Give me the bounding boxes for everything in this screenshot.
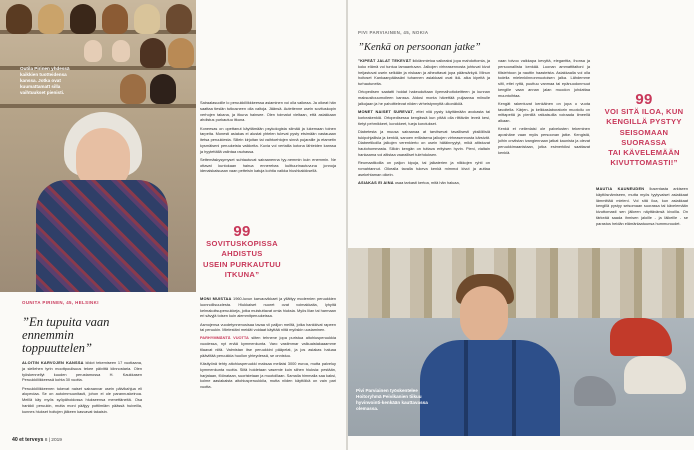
paragraph [358,180,490,186]
pull-quote-line: VOI SITÄ ILOA, KUN [604,107,684,116]
text-column [200,100,336,177]
shoe-shop-photo [348,248,694,436]
pull-quote-text: ITKUNA [224,269,256,279]
paragraph: Käsityönä tehty aitohiusperuukki maksaa mellaisi 3000 euroa, mutta palveluy kymmenkunta vuotta. Siitä hoidetaan vasemie kuin siihen hiuksia: pestään, harjataan, föönataan, suoristetaan ja muotoillaan. Samalla himmalla saa kaksi, kolme aasiakaista aitohiusperuukkiia, mutta niiden käyttöikä on vain pari vuotta. [200,360,336,390]
left-page [0,0,346,450]
headline: ”Kenkä on persoonan jatke” [358,42,481,53]
paragraph: vaan toivoo vaikkapa kevyttä, eleganttia, ihonsa ja persoonallista kenkää. Luonan ammattitaitoni ja tilisiehtoon ja nauttin haasteista. Asiakkaalla voi olla todella mielenkiinnonmuotoisen jalka. Lähdemme silti, ettei ryttä, puuttuu vanmaa tai epänuodonmuut kengille vaan annan jalan muodon johdattaa muuntoihtaa. [498,58,590,98]
byline: OUNITA PIRINEN, 45, HELSINKI [22,300,99,305]
closing-quote: ” [255,269,260,279]
woman-face [460,286,508,344]
paragraph-text: ikikiänmietoa vaikeaksi jopa mahdottomia, ja koko elämä voi tuntua lamaantuvan. Jalkojen virheasennosta johtuvat kivut heijastuvat usein selkään ja niskaan ja aiheuttavat jopa päänsärkyä. Minun hoitoset Kankaanpäässäni tuhannen asiakkaat ovat ikä- alka kipeitä ja turhautuneita. [358,58,490,87]
shelf [0,104,196,108]
paragraph-text: 1960-luvun karvaovikkaet ja yllättyy modernien peruukkien luonnollisuudesta. Hiukkaiset nuoret ovat voimakkaita, lyhyitä kelmakoitsuperuukkeja, jotka muistuttavat omia hiuksia. Myös liian tai harmaan eri sävyjä toisen kuin aiemmitperuukeissa. [200,296,337,319]
photo-caption: Outila Pirinen yhdessä kaikkien tuotteidensa kanssa. Jotka ovat kuumattamatt silla vaihtuukset pienisti. [20,66,70,95]
paragraph-text: kildot tekemiseen 17 vuotiaana, ja siellehen tyrin moottpoulisuus tekee päivittä kiinnostaria. Olen työskennellyt kuuden perustamossa H. Kaukkasen Peruukkiliikkeessä kohta 30 vuotta. [22,360,142,383]
wig [140,38,166,68]
lead-in: MONET NAISET SUREVAT [358,109,413,115]
pull-quote-line: SUORASSA [621,137,667,147]
paragraph-text: osaa tarkasti kertoa, mitä hän haluaa, [394,179,460,185]
shoe [624,356,686,394]
paragraph [596,186,688,226]
wig [150,74,176,104]
text-column [358,58,490,188]
issue-number: 8 | 2019 [44,438,62,443]
lead-in: ”KIPEÄT JALAT TEKEVÄT [358,58,412,63]
page-number: 40 [12,437,18,443]
lead-in: ALOITIN KARVOJEN KANSSA [22,360,84,365]
pull-quote-line: KENGILLÄ PYSTYY [606,117,682,127]
wig [168,38,194,68]
text-column [498,58,590,158]
paragraph: Kengät rakentuvat kenkäinen on jopa o vuota tavoitella. Kärjen- ja kelkkaslaboratorin muotoilu on mittapeitä ja pienillä ratkaisuilla voiraada ilmeellä alkaan. [498,100,590,124]
pull-quote-line: AHDISTUS [221,249,263,259]
paragraph: Kenkä et neilenlaisi ole palvelusten tekeminen aposhäne vaan myös persoonan jatke. Kengistä, joihin onviistan ivangiennaan jatkat kaunista ja olevat peruukkimaanistaan, jotka esimerkiksi saattavat kenkiä. [498,126,590,155]
mannequin-head [112,40,130,62]
wig [134,4,160,34]
wig [120,74,146,104]
photo-caption: Pivi Parviainen työskentelee Hoitoryhmä Peivikanien tiikuu hyvinvointi-kenkään kauttavassa olemassa. [356,388,428,411]
paragraph [200,296,336,319]
shoe [610,318,672,356]
paragraph: Koneesas on opettanut käyttämään psykologista silmää ja lukemaan toinen tarpeita. Monesti asiakas ei alustat yhtelen tulevat pysty etsimään vastauaan itetsa peruukiesta. Sillein kirjoitan tai vaihtoehtojen sinnä pujaraille ja etametin kysmäiseni peruukeista vaikkeita. Kuvia voi vertailla kotona lähteiden kanssa ja hyytettällä valintaa rauhassa. [200,125,336,154]
paragraph: Settemäskysymyset suhtautuvat sairaanenna tyy-nemmin kuin enemmin. Ne ottavat kuntokaan hairua ennerebas kulttuurinautuvuna jonnoja idenaiskaisuaan vaan petteisin katuja kohtia vaikka hiushkakkksellä. [200,156,336,174]
shoe-last [574,376,616,406]
lead-in: MAUTIA KAUNEUDEN [596,186,645,191]
pull-quote-text: KIVUTTOMASTI! [610,158,674,168]
wig [102,4,128,34]
subhead: PARHYMMÄNTÄ VUOTTA [200,335,249,341]
pull-quote-line: SOVITUSKOPISSA [206,239,278,248]
paragraph: Peruukkiliikkeenen tukevat naiset sairaanvar usein päivikahjua eli alopeciaa. Se on autoimmuunitauti, johon ei ole parannuskeinoa. Meillä käy myös syöpähoidossa hiukseensa menettäneitä. Osa hankkii peruukin, mutta moni pääjyy pottiimiäm päässä huiveilla, kunnes hiukset hoitojen jälkeen kasvavat takaisin. [22,385,142,414]
wig [166,4,192,34]
magazine-name: et terveys [19,437,44,443]
text-column [22,360,142,417]
paragraph [358,58,490,87]
paragraph [200,335,336,358]
paragraph-text: siiten tehnene jopa puristua aitohiusperuukkia vuodessa, nyt enää kymmenkunta. Varo vastimmar valkuaistakaaamme tilaavat niitä. Valmistan itse peruukkini pääpelat, ja jos asiakas haluaa pääviitää peruukkia huollon yhteydessä, se onnistuu. [200,335,336,358]
pull-quote-line [596,158,692,168]
closing-quote: ” [673,158,678,168]
paragraph: Asmojensa vuodetynnenusisaa tavaa vii palijon meiltä, jotka hankkivat rapeen tai peruukin. Mielestäni meidät voidaat käyttää niitä myöskin uusiaminen. [200,321,336,333]
wig [38,4,64,34]
lead-in: ASIAKAS EI AINA [358,179,394,185]
shelves [348,248,694,318]
wig [70,4,96,34]
pull-quote-line [196,270,288,280]
text-column [200,296,336,392]
quote-mark-icon: 99 [635,91,653,108]
paragraph-text: , ettei niiä pysty käyttämään avokasta tai korkeakenkiä. Ortopedisessa kengässä kun pitää olla riittävän leveä kesi, tietyt pehmikkeet, korokkeet, tueja korotukset. [358,109,490,126]
paragraph: Diabetesta ja muusa sairaanaa at tarvitsevat tavallisesti yksilöllisiä tukipohjallisia ja kenkiä, sanoen erillaisena jalkojen virheasennosta kärsivät. Diabeetikoilla jalkojen verenkierto on usein hätäinnyytyt, mikä altistuvat hautohommasta. Silloin kengän on tuttava erityisen hyvin. Pieni, vialtain hankaama voi altistaa vaaralliset tulehduksen. [358,128,490,157]
pull-quote-line: USEIN PURKAUTUU [203,259,281,269]
lead-in: MONI MUISTAA [200,296,232,301]
pull-quote [196,224,288,280]
apron [464,340,516,436]
right-page [348,0,694,450]
byline: PIVI PARVIAINEN, 45, NOKIA [358,30,429,35]
headline: ”En tupuita vaan ennemmin toppuuttelen” [22,315,110,356]
text-column [596,186,688,229]
page-footer [12,437,62,443]
pull-quote-line: SEISOMAAN [619,127,669,137]
paragraph: Reumaatikoilla on paljon kipuja, tai jalkaterien ja nilkkojen ryhti on romahtannut. Oikealla tavalla tukeva kenkä mimmoi kivut ja auttaa asekehtaman oikein. [358,160,490,177]
pull-quote-line: TAI KÄVELEMÄÄN [608,148,680,157]
paragraph: Ortopedisen saatatti hoidat hakeuduttaan ilyemalhoitokeitteen ja kunnan maksusitouumoileen kanssa. Aidosi monta hävettää puljaansa miinulle jalkojaan ja he pahoittelevat niiden virheistynnyttä ulkonäköä. [358,89,490,106]
paragraph [358,109,490,126]
paragraph [22,360,142,383]
mannequin-head [84,40,102,62]
paragraph-text: llusentasta arkiseen käyttösnämiseen, mutta myös tyytyvaiset asiakkaat lämmittää mieleni. Voi sitä iloa, kun asiakkaat kengillä pystyy seisomaan suorassa tai kävelemään kivuttomasti sen jälkeen näyttävänsä kivoilla. On tärkeää saada ihmisen jaloille - ja läikeille - se parastus heidän elämänlaatuunsa hummuroudet. [596,186,689,226]
woman-blouse [36,180,168,292]
quote-mark-icon: 99 [233,223,251,240]
wig-shop-photo [0,0,196,292]
wig [6,4,32,34]
pull-quote [596,92,692,169]
paragraph: Sairaalasuoille lo peruukkiliikkkeessa asiaminen voi olla vaikeaa. Ja oikeat hän saattaa tiesiän tutkusneen olla valtoja. Jäänsä. Autetienne usein sovituskopin verhojen takana, ja itkuna hainsee. Olen toimatut vieltaan, että asiakkaan ahdistus purkautuu itkuna. [200,100,336,123]
